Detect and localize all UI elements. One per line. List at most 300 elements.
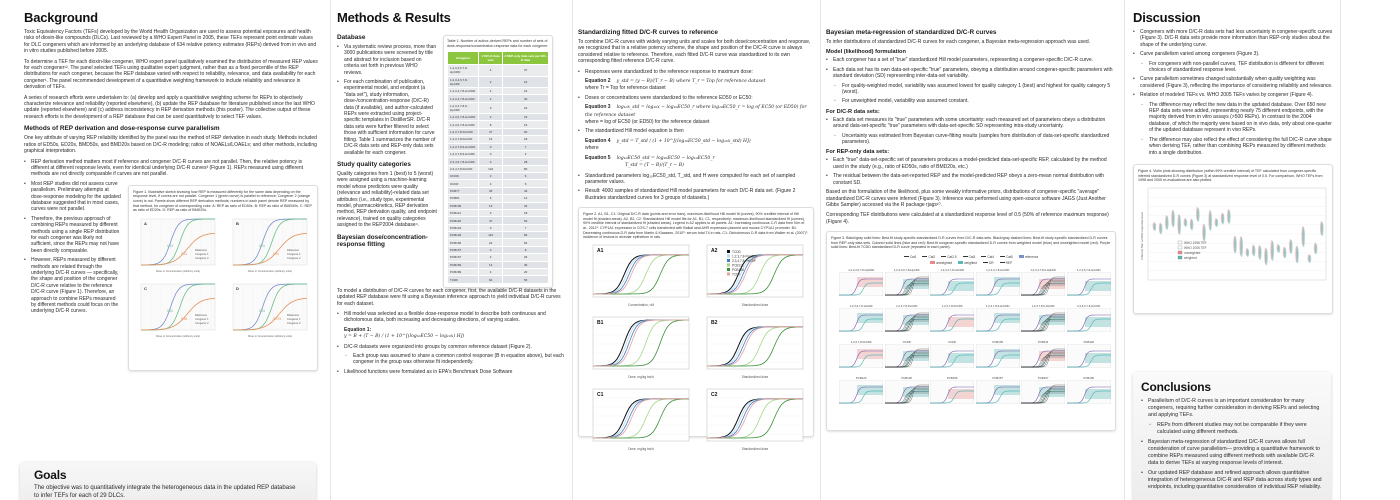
discussion-column (1133, 0, 1333, 314)
credible-band (994, 277, 1020, 287)
panel-plot (1067, 272, 1111, 296)
figure-3-panel (1067, 376, 1112, 409)
standardizing-intro: To combine D/C-R curves with widely varying units and scales for both dose/concentration and response, we recognized that in a relative potency scheme, the shape and position of the D/C-R curve is always considered relative to reference. Therefore, each fitted D/C-R curve was standardized to its own corresponding fitted reference D/C-R curve. (578, 39, 811, 65)
table-cell: 3 (479, 158, 503, 165)
legend-label: weighted (964, 260, 977, 265)
list-item: • Parallelism of D/C-R curves is an important consideration for many congeners, requiring further consideration in deriving REPs and selecting and applying TEFs. (1141, 398, 1323, 419)
table-cell: PCB105 (448, 202, 479, 209)
legend-label: reference (1024, 254, 1039, 259)
panel-plot (930, 344, 974, 368)
figure-3-panel (1021, 268, 1066, 301)
legend-swatch (941, 256, 946, 257)
list-item: ◦ REPs from different studies may not be comparable if they were calculated using different methods. (1141, 422, 1323, 436)
rep-heading: For REP-only data sets: (826, 149, 890, 156)
list-item: • Responses were standardized to the reference response to maximum dose: (578, 69, 814, 75)
legend-entry: Congener 1 (287, 317, 301, 321)
panel-label: A2 (711, 247, 718, 254)
credible-band (903, 279, 929, 289)
table-cell: 16 (503, 87, 549, 94)
goals-box (20, 462, 316, 500)
dcr-heading: For D/C-R data sets: (826, 108, 880, 115)
x-axis-label: Standardized dose (741, 374, 769, 379)
credible-band (903, 315, 929, 325)
table-cell: 20 (503, 268, 549, 275)
panel-plot (1021, 380, 1065, 404)
credible-band (857, 313, 883, 323)
dcr-list (826, 117, 1116, 146)
credible-band (1039, 279, 1065, 289)
list-item: • Curve parallelism varied among congeners (Figure 3). (1133, 51, 1333, 57)
table-cell: 33 (503, 202, 549, 209)
legend-entry: Reference (287, 248, 299, 252)
legend-entry (1000, 255, 1013, 259)
legend-entry: Reference (195, 248, 207, 252)
table-row (448, 158, 549, 165)
credible-band (857, 385, 883, 395)
table-cell: PCB167 (448, 254, 479, 261)
table-cell: 1,2,3,6,7,8-HxCDD (448, 114, 479, 121)
table-cell: 60 (503, 128, 549, 135)
legend-entry: Congener 2 (195, 321, 209, 325)
legend-swatch (963, 256, 968, 257)
violin-weighted (1240, 237, 1243, 257)
panel-plot (839, 344, 883, 368)
figure-3-panel (839, 268, 884, 301)
panel-plot (930, 308, 974, 332)
table-cell: 1,2,3,7,8,9-HxCDF (448, 150, 479, 157)
table-cell: 23 (503, 114, 549, 121)
table-cell: 84 (503, 232, 549, 239)
table-cell: 3 (479, 246, 503, 253)
legend-entry: weighted (1184, 255, 1197, 260)
violin-weighted (1253, 245, 1256, 256)
table-cell: 6 (503, 173, 549, 180)
figure-3-panel (839, 304, 884, 337)
table-cell: 4 (479, 87, 503, 94)
meta-heading: Bayesian meta-regression of standardized D/C-R curves (826, 29, 997, 36)
legend-entry: Reference (287, 313, 299, 317)
credible-band (857, 277, 883, 287)
bayes-list-2 (337, 344, 565, 376)
figure-3-panel (1021, 376, 1066, 409)
table-cell: 0 (479, 150, 503, 157)
database-list (337, 44, 437, 156)
table-header: Congener (448, 52, 479, 65)
panel-title: 1,2,3,4,7,8,9-HpCDF (1030, 267, 1057, 272)
table-cell: 60 (479, 276, 503, 283)
list-item: • Each data set has its own data-set-specific "true" parameters, obeying a distribution around congener-specific parameters with standard deviation (SD) representing inter-data-set variability. (826, 67, 1116, 80)
table-cell: 13 (479, 261, 503, 268)
list-item: ◦ Uncertainty was estimated from Bayesian curve-fitting results (samples from distribution of data-set-specific standardized parameters). (826, 133, 1116, 146)
figure-3-panel (976, 340, 1021, 373)
equation-3-label: Equation 3 (585, 104, 611, 111)
credible-band (1039, 351, 1065, 361)
rep-value: 0.31 (167, 308, 174, 313)
violin-chart (1138, 186, 1328, 296)
standardizing-list (578, 69, 814, 75)
list-item: • Doses or concentrations were standardized to the reference ED50 or EC50: (578, 95, 814, 101)
table-cell: 37 (479, 128, 503, 135)
equation-1-formula: y = B + (T − B) / (1 + 10^[(log₁₀EC50 − log₁₀x) H]) (344, 334, 465, 340)
table-cell: 2 (479, 95, 503, 102)
table-cell: 43 (503, 187, 549, 194)
table-cell: 18 (503, 136, 549, 143)
violin-weighted (1191, 219, 1194, 230)
panel-title: 1,2,3,7,8,9-HxCDD (985, 303, 1010, 308)
bayes-list (337, 311, 565, 324)
legend-entry (963, 255, 976, 259)
table-row (448, 209, 549, 216)
table-cell: 2 (479, 76, 503, 87)
violin-weighted (1246, 249, 1249, 257)
list-item: • Likelihood functions were formulated as in EPA's Benchmark Dose Software (337, 369, 565, 375)
table-cell: 2,3,4,7,8-PeCDF (448, 165, 479, 172)
column-divider (1124, 0, 1125, 500)
figure-1-panel-C (133, 282, 219, 340)
table-1 (443, 35, 553, 288)
table-cell: 6 (503, 180, 549, 187)
legend-entry: 2,3,4,7,8-PeCDF (732, 258, 756, 263)
violin-weighted (1172, 210, 1175, 227)
panel-title: 2,3,4,7,8-PeCDF (850, 339, 872, 344)
panel-title: 1,2,3,7,8,9-HxCDF (1031, 303, 1055, 308)
violin-weighted (1215, 219, 1218, 227)
legend-swatch (727, 254, 730, 257)
panel-plot (839, 308, 883, 332)
figure-3-panel (930, 340, 975, 373)
panel-plot (885, 308, 929, 332)
rep-value: 0.56 (181, 316, 188, 321)
table-row (448, 128, 549, 135)
legend-label: Cat1 (909, 254, 917, 259)
table-cell: PCB156 (448, 239, 479, 246)
panel-plot (976, 344, 1020, 368)
plot-area (593, 245, 689, 297)
figure-2-panel-A2 (697, 244, 805, 308)
background-title: Background (24, 10, 98, 25)
figure-3-panel (930, 268, 975, 301)
violin-weighted (1209, 211, 1212, 231)
figure-1-panels (133, 217, 313, 347)
equation-2-where: where Tr = Top for reference dataset (585, 85, 666, 92)
list-item: • Via systematic review process, more than 3000 publications were screened by title and abstract for inclusion based on criteria set forth in previous WHO reviews. (337, 44, 437, 76)
figure-3-panel (976, 268, 1021, 301)
legend-label: Cat4 (987, 254, 995, 259)
list-item: • REP derivation method matters most if reference and congener D/C-R curves are not parallel. Then, the relative potency is different at different response levels, even for identical underlying D/C-R curves³ (Figure 1). REPs measured using different methods are not directly comparable if curves are not parallel. (24, 159, 320, 178)
legend-entry (981, 255, 994, 259)
background-paragraph: To determine a TEF for each dioxin-like congener, WHO expert panel qualitatively examined the distribution of measured REP values for each congener¹². The panel selected TEFs using qualitative expert judgment, rather than as a fixed percentile of the REP distributions for each congener, because the REP database varied with respect to reliability, relevance, and data availability for each congener¹. The panel recommended development of a quantitative weighting framework to include reliability and relevance in derivation of TEFs. (24, 58, 318, 91)
equation-4 (585, 138, 814, 152)
table-cell: 2 (503, 150, 549, 157)
legend-entry: Reference (195, 313, 207, 317)
legend-swatch (958, 261, 963, 264)
quality-text: Quality categories from 1 (best) to 5 (worst) were assigned using a machine-learning model whose predictors were quality (relevance and reliability)-related data set attributes (i.e., study type, experimental model, pharmacokinetics, REP derivation method, REP derivation quality, and endpoint relevance), trained on quality categories assigned to the REP2004 database⁴. (337, 170, 437, 229)
legend-entry: TCDF (732, 271, 741, 276)
table-row (448, 276, 549, 283)
legend-label: Cat5 (1006, 254, 1013, 259)
list-item: • Result: 4000 samples of standardized Hill model parameters for each D/C-R data set. (Figure 2 illustrates standardized curves for 3 groups of datasets.) (578, 188, 814, 201)
panel-plot (885, 272, 929, 296)
figure-4 (1133, 164, 1333, 314)
list-item: • Each congener has a set of "true" standardized Hill model parameters, representing a congener-specific D/C-R curve. (826, 57, 1116, 63)
table-cell: 28 (503, 158, 549, 165)
x-axis-label: Dose or Concentration (arbitrary units) (155, 269, 201, 273)
panel-plot (1067, 344, 1111, 368)
figure-3-panel (1067, 268, 1112, 301)
violin-weighted (1315, 243, 1318, 254)
table-row (448, 261, 549, 268)
methods-rep-heading: Methods of REP derivation and dose-response curve parallelism (24, 125, 220, 133)
legend-label: Cat3 (968, 254, 976, 259)
list-item: ◦ For unweighted model, variability was assumed constant. (826, 98, 1116, 104)
credible-band (857, 349, 883, 359)
violin-weighted (1178, 215, 1181, 235)
legend-swatch (727, 250, 730, 253)
legend-swatch (1178, 251, 1182, 254)
panel-plot (976, 380, 1020, 404)
legend-entry (930, 261, 952, 265)
x-axis-label: Dose, mg/kg bw/d (628, 446, 654, 451)
equation-1 (344, 327, 565, 341)
panel-plot (839, 272, 883, 296)
rep-value: 0.31 (259, 308, 266, 313)
credible-band (948, 389, 974, 399)
list-item: • Congeners with more D/C-R data sets had less uncertainty in congener-specific curves (Figure 3). D/C-R data sets provide more information than REP-only studies about the shape of the underlying curve. (1133, 29, 1333, 48)
figure-3-panel (839, 340, 884, 373)
panel-plot (885, 380, 929, 404)
figure-3-panel (1021, 340, 1066, 373)
table-cell: 56 (503, 276, 549, 283)
figure-2 (578, 207, 814, 451)
equation-5-label: Equation 5 (585, 154, 611, 161)
legend-entry: unweighted (1184, 250, 1201, 255)
column-divider (820, 0, 821, 500)
credible-band (1085, 353, 1111, 363)
rep-value: 0.31 (181, 251, 188, 256)
rep-value: 0.31 (259, 243, 266, 248)
legend-entry: Congener 1 (195, 252, 209, 256)
panel-label: B (236, 220, 239, 226)
table-cell: 16 (503, 121, 549, 128)
table-cell: 1,2,3,4,7,8,9-HpCDF (448, 102, 479, 113)
list-item: • Curve parallelism sometimes changed substantially when quality weighting was considered (Figure 3), reflecting the importance of considering reliability and relevance. (1133, 76, 1333, 89)
table-row (448, 195, 549, 202)
table-cell: 2 (479, 114, 503, 121)
y-axis-label: Inferred TEF at 50% response level (1140, 212, 1144, 260)
table-row (448, 102, 549, 113)
model-heading: Model (likelihood) formulation (826, 49, 906, 56)
table-row (448, 114, 549, 121)
legend-entry (983, 261, 994, 265)
figure-2-panel-A1 (583, 244, 691, 308)
table-row (448, 180, 549, 187)
table-cell: 36 (503, 261, 549, 268)
figure-3-panel (976, 376, 1021, 409)
figure-3-panel (1067, 340, 1112, 373)
panel-title: 1,2,3,6,7,8-HxCDF (849, 303, 873, 308)
table-cell: 7 (503, 224, 549, 231)
table-row (448, 65, 549, 76)
legend-entry: Congener 2 (287, 256, 301, 260)
standardizing-list-4 (578, 173, 814, 202)
panel-title: PCB118 (1083, 339, 1094, 344)
list-item: ◦ For congeners with non-parallel curves, TEF distribution is different for different choices of standardized response level. (1133, 61, 1333, 74)
legend-entry: 1,2,3,7,8-PeCDD (732, 253, 757, 258)
panel-title: 1,2,3,4,7,8-HxCDD (940, 267, 965, 272)
rep-list (826, 157, 1116, 186)
x-axis-label: Concentration, nM (627, 302, 655, 307)
x-axis-label: Dose, mg/kg bw/d (628, 374, 654, 379)
figure-1-panel-D (225, 282, 311, 340)
table-cell: 2,3,4,6,7,8-HxCDF (448, 158, 479, 165)
equation-4-where: where (585, 145, 599, 152)
figure-3-panel (885, 340, 930, 373)
panel-label: D (236, 285, 239, 291)
goals-title: Goals (34, 468, 67, 482)
plot-area (707, 389, 803, 441)
table-cell: 16 (479, 136, 503, 143)
standardizing-list-2 (578, 95, 814, 101)
violin-weighted (1222, 213, 1225, 224)
list-item: • Each data set measures its "true" parameters with some uncertainty: each measured set of parameters obeys a distribution around data-set-specific "true" parameters with data-set-specific SD representing intra-study uncertainty. (826, 117, 1116, 130)
table-cell: 8 (479, 121, 503, 128)
x-axis-label: Standardized dose (741, 302, 769, 307)
legend-swatch (727, 272, 730, 275)
figure-2-panel-B1 (583, 316, 691, 380)
rep-value: 0.31 (167, 243, 174, 248)
table-cell: 0 (479, 224, 503, 231)
violin-weighted (1153, 223, 1156, 231)
figure-3-panel (885, 376, 930, 409)
list-item: • D/C-R datasets were organized into groups by common reference dataset (Figure 2). (337, 344, 565, 350)
discussion-title: Discussion (1133, 10, 1201, 25)
legend-entry (904, 255, 917, 259)
table-row (448, 95, 549, 102)
legend-swatch (727, 259, 730, 262)
panel-title: PCB169 (1083, 375, 1094, 380)
credible-band (1085, 317, 1111, 327)
panel-label: A (144, 220, 147, 226)
column-divider (330, 0, 331, 500)
table-row (448, 254, 549, 261)
panel-plot (1021, 272, 1065, 296)
legend-swatch (904, 256, 909, 257)
table-cell: 52 (503, 217, 549, 224)
violin-weighted (1166, 216, 1169, 230)
table-cell: 36 (479, 187, 503, 194)
violin-weighted (1271, 241, 1274, 261)
panel-title: OCDF (948, 339, 957, 344)
table-cell: 12 (503, 195, 549, 202)
credible-band (903, 351, 929, 361)
legend-entry (1000, 261, 1013, 265)
table-cell: 4 (479, 268, 503, 275)
figure-3-panel (1021, 304, 1066, 337)
figure-2-panel-C1 (583, 388, 691, 452)
table-cell: 8 (503, 246, 549, 253)
violin-weighted (1203, 224, 1206, 241)
figure-1 (128, 185, 318, 371)
meta-paragraph: Based on this formulation of the likelihood, plus some weakly informative priors, distributions of congener-specific "average" standardized D/C-R curves were inferred (Figure 3). Inference was performed using open-source software JAGS (Just Another Gibbs Sampler) accessed via the R package rjags¹⁰. (826, 189, 1106, 208)
figure-3-panel (839, 376, 884, 409)
figure-3-legend (896, 255, 1046, 265)
table-cell: 26 (503, 254, 549, 261)
background-paragraph: Toxic Equivalency Factors (TEFs) developed by the World Health Organization are used to assess potential exposures and health risks of dioxin-like compounds (DLCs). Last reviewed by a WHO Expert Panel in 2005, these TEFs represent point estimate values for DLC congeners which are informed by an underlying database of 634 relative potency estimates (REPs) derived from in vivo and in vitro studies published before 2005. (24, 29, 317, 55)
figure-3-panel (885, 304, 930, 337)
rep-value: 0.575 (273, 316, 281, 321)
credible-band (994, 313, 1020, 323)
table-cell: 1,2,3,7,8-PeCDF (448, 136, 479, 143)
legend-entry: PCB126 (732, 267, 744, 272)
table-row (448, 165, 549, 172)
x-axis-label: Dose or Concentration (arbitrary units) (247, 269, 293, 273)
bayes-text: To model a distribution of D/C-R curves for each congener, first, the available D/C-R datasets in the updated REP database were fit using a Bayesian inference approach to yield individual D/C-R curves for each dataset. (337, 287, 561, 307)
violin-weighted (1284, 247, 1287, 258)
credible-band (1039, 315, 1065, 325)
meta-column (826, 24, 1116, 431)
panel-title: PCB167 (1038, 375, 1049, 380)
table-cell: 22 (503, 102, 549, 113)
equation-4-formula: y_std = T_std / (1 + 10^[(log₁₀EC50_std − log₁₀x_std) H]) (616, 138, 751, 144)
legend-entry: WHO 1998 TEF (1184, 240, 1207, 245)
list-item: • Standardized parameters log₁₀EC50_std, T_std, and H were computed for each set of sampled parameter values. (578, 173, 814, 186)
legend-entry: TCDD (732, 249, 741, 254)
list-item: • Each "true" data-set-specific set of parameters produces a model-predicted data-set-specific REP, calculated by the method used in the study (e.g., ratio of ED50s, ratio of BMD20s, etc.) (826, 157, 1116, 170)
figure-4-caption: Figure 4. Violin plots showing distribution (within 99% credible interval) of TEF calculated from congener-specific inferred standardized D-R curves (Figure 3) at standardized response level of 0.5. For comparison, WHO TEFs from 1998 and 2005 re-evaluations are also plotted. (1138, 168, 1323, 183)
legend-swatch (727, 268, 730, 271)
methods-rep-narrow-list (24, 181, 122, 368)
violin-weighted (1302, 227, 1305, 247)
standardizing-list-3 (578, 128, 814, 134)
panel-title: 1,2,3,7,8-PeCDD (896, 303, 918, 308)
figure-3-panel (930, 376, 975, 409)
background-column (24, 0, 320, 371)
list-item: ◦ For quality-weighted model, variability was assumed lowest for quality category 1 (best) and highest for quality category 5 (worst). (826, 83, 1116, 96)
violin-weighted (1265, 248, 1268, 265)
equation-1-label: Equation 1: (344, 326, 372, 333)
table-row (448, 136, 549, 143)
equation-5 (585, 155, 814, 170)
legend-entry: PCB118 (732, 262, 744, 267)
table-cell: OCDF (448, 180, 479, 187)
panel-plot (1067, 308, 1111, 332)
table-cell: 22 (479, 239, 503, 246)
legend-entry: Congener 1 (195, 317, 209, 321)
table-cell: PCB118 (448, 217, 479, 224)
table-cell: PCB81 (448, 195, 479, 202)
methods-rep-list (24, 159, 320, 178)
panel-label: B1 (597, 319, 604, 326)
legend-swatch (727, 263, 730, 266)
table-cell: 116 (479, 232, 503, 239)
table-cell: PCB123 (448, 224, 479, 231)
table-cell: 3 (479, 209, 503, 216)
table-row (448, 217, 549, 224)
table-row (448, 143, 549, 150)
legend-label: unweighted (935, 260, 953, 265)
legend-entry (1019, 255, 1038, 259)
credible-band (994, 349, 1020, 359)
table-cell: 2 (479, 254, 503, 261)
credible-band (1039, 387, 1065, 397)
poster-edge (1340, 0, 1341, 500)
table-row (448, 246, 549, 253)
table-cell: PCB77 (448, 187, 479, 194)
table-cell: 13 (479, 202, 503, 209)
goals-text: The objective was to quantitatively integrate the heterogeneous data in the updated REP database to infer TEFs for each of 29 DLCs. (34, 485, 296, 499)
violin-weighted (1234, 236, 1237, 253)
table-cell: 54 (503, 239, 549, 246)
